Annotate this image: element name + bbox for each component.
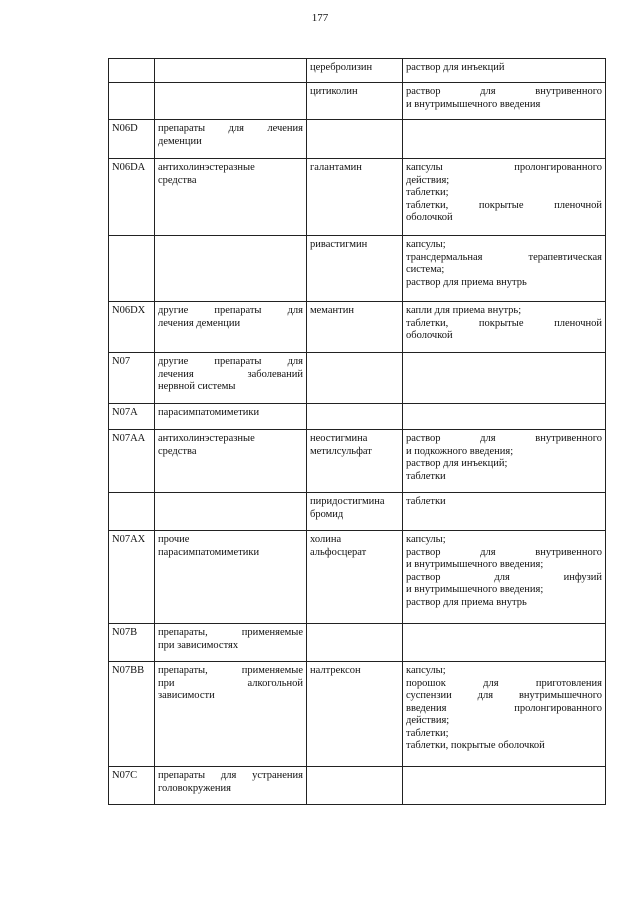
atc-code: N07AX [112,534,146,545]
table-row [109,767,606,805]
atc-drug-table [108,58,606,805]
active-substance-cell [307,531,403,624]
dosage-form-line: капсулы пролонгированного [406,162,602,173]
atc-code: N07BB [112,665,145,676]
dosage-form-line: раствор для инфузий [406,571,602,583]
dosage-form-line: таблетки, покрытые пленочной [406,317,602,329]
active-substance-cell [307,662,403,767]
pharmacological-group-line: при алкогольной [158,677,303,689]
dosage-form-cell [403,531,606,624]
dosage-form-line: таблетки; [406,187,449,198]
active-substance-line: галантамин [310,162,362,173]
pharmacological-group-line: головокружения [158,782,231,794]
atc-code-cell [109,83,155,120]
dosage-form-line: капсулы; [406,665,446,676]
pharmacological-group-line: препараты для лечения [158,123,303,134]
active-substance-line: ривастигмин [310,239,368,250]
dosage-form-line: таблетки [406,496,446,507]
table-row [109,624,606,662]
dosage-form-line: и внутримышечного введения; [406,559,544,570]
pharmacological-group-line: при зависимостях [158,639,239,651]
dosage-form-line: и внутримышечного введения; [406,584,544,595]
dosage-form-cell [403,353,606,404]
active-substance-line: цитиколин [310,86,358,97]
pharmacological-group-cell [155,59,307,83]
active-substance-cell [307,353,403,404]
dosage-form-line: система; [406,264,445,275]
pharmacological-group-cell [155,404,307,430]
dosage-form-line: капсулы; [406,239,446,250]
active-substance-cell [307,404,403,430]
dosage-form-line: суспензии для внутримышечного [406,690,602,701]
active-substance-line: метилсульфат [310,445,372,457]
atc-code: N07 [112,356,131,367]
pharmacological-group-cell [155,531,307,624]
active-substance-line: мемантин [310,305,354,316]
pharmacological-group-cell [155,83,307,120]
dosage-form-line: и подкожного введения; [406,445,514,457]
dosage-form-cell [403,404,606,430]
dosage-form-cell [403,159,606,236]
table-row [109,302,606,353]
dosage-form-line: раствор для инъекций [406,62,505,73]
atc-code: N07A [112,407,138,418]
pharmacological-group-cell [155,767,307,805]
atc-code-cell [109,159,155,236]
atc-code: N06D [112,123,138,134]
dosage-form-line: раствор для внутривенного [406,546,602,558]
pharmacological-group-line: прочие [158,534,190,545]
table-row [109,236,606,302]
active-substance-cell [307,59,403,83]
table-row [109,430,606,493]
dosage-form-line: оболочкой [406,330,453,341]
active-substance-cell [307,83,403,120]
pharmacological-group-cell [155,430,307,493]
active-substance-cell [307,236,403,302]
table-row [109,662,606,767]
atc-code-cell [109,404,155,430]
table-row [109,353,606,404]
pharmacological-group-line: парасимпатомиметики [158,546,260,558]
atc-code-cell [109,531,155,624]
active-substance-line: альфосцерат [310,546,367,558]
dosage-form-cell [403,236,606,302]
table-row [109,120,606,159]
pharmacological-group-cell [155,302,307,353]
pharmacological-group-line: средства [158,174,197,186]
atc-code: N06DA [112,162,146,173]
active-substance-line: церебролизин [310,62,373,73]
dosage-form-line: капли для приема внутрь; [406,305,522,316]
active-substance-line: бромид [310,508,344,520]
dosage-form-line: порошок для приготовления [406,677,602,689]
dosage-form-line: трансдермальная терапевтическая [406,251,602,263]
table-row [109,83,606,120]
pharmacological-group-line: другие препараты для [158,356,303,367]
pharmacological-group-cell [155,353,307,404]
dosage-form-line: действия; [406,174,450,186]
pharmacological-group-line: антихолинэстеразные [158,162,255,173]
pharmacological-group-line: препараты, применяемые [158,627,303,638]
pharmacological-group-line: антихолинэстеразные [158,433,255,444]
pharmacological-group-cell [155,662,307,767]
pharmacological-group-line: лечения деменции [158,317,241,329]
atc-code-cell [109,302,155,353]
active-substance-line: пиридостигмина [310,496,385,507]
pharmacological-group-line: препараты для устранения [158,770,303,781]
dosage-form-line: введения пролонгированного [406,702,602,714]
active-substance-cell [307,493,403,531]
atc-code: N07B [112,627,138,638]
dosage-form-line: капсулы; [406,534,446,545]
atc-code-cell [109,430,155,493]
atc-code-cell [109,120,155,159]
pharmacological-group-cell [155,624,307,662]
dosage-form-cell [403,767,606,805]
dosage-form-line: таблетки, покрытые пленочной [406,199,602,211]
dosage-form-line: и внутримышечного введения [406,98,541,110]
pharmacological-group-line: парасимпатомиметики [158,407,260,418]
pharmacological-group-cell [155,493,307,531]
table-row [109,404,606,430]
table-row [109,59,606,83]
dosage-form-cell [403,83,606,120]
atc-code-cell [109,59,155,83]
active-substance-cell [307,430,403,493]
active-substance-line: холина [310,534,342,545]
table-row [109,493,606,531]
atc-code-cell [109,767,155,805]
atc-code: N07AA [112,433,146,444]
dosage-form-line: оболочкой [406,212,453,223]
pharmacological-group-line: зависимости [158,690,215,701]
dosage-form-line: раствор для инъекций; [406,458,508,469]
atc-code-cell [109,493,155,531]
pharmacological-group-line: лечения заболеваний [158,368,303,380]
atc-code: N06DX [112,305,146,316]
pharmacological-group-cell [155,236,307,302]
atc-code-cell [109,662,155,767]
dosage-form-line: действия; [406,715,450,726]
atc-code-cell [109,624,155,662]
table-row [109,159,606,236]
dosage-form-cell [403,430,606,493]
table-row [109,531,606,624]
dosage-form-cell [403,624,606,662]
active-substance-cell [307,767,403,805]
pharmacological-group-line: средства [158,445,197,457]
pharmacological-group-cell [155,159,307,236]
dosage-form-line: раствор для внутривенного [406,86,602,97]
active-substance-cell [307,302,403,353]
active-substance-cell [307,120,403,159]
dosage-form-cell [403,302,606,353]
dosage-form-cell [403,493,606,531]
active-substance-cell [307,159,403,236]
pharmacological-group-line: деменции [158,135,202,147]
dosage-form-line: таблетки, покрытые оболочкой [406,740,545,751]
pharmacological-group-line: препараты, применяемые [158,665,303,676]
pharmacological-group-line: другие препараты для [158,305,303,316]
active-substance-line: неостигмина [310,433,368,444]
dosage-form-line: раствор для внутривенного [406,433,602,444]
pharmacological-group-cell [155,120,307,159]
dosage-form-line: раствор для приема внутрь [406,596,527,608]
dosage-form-cell [403,662,606,767]
table-body [109,59,606,805]
active-substance-cell [307,624,403,662]
active-substance-line: налтрексон [310,665,361,676]
dosage-form-cell [403,59,606,83]
atc-code-cell [109,353,155,404]
dosage-form-line: таблетки; [406,727,449,739]
dosage-form-line: таблетки [406,470,446,482]
atc-code-cell [109,236,155,302]
pharmacological-group-line: нервной системы [158,381,236,392]
page-number: 177 [311,12,329,24]
atc-code: N07C [112,770,138,781]
dosage-form-cell [403,120,606,159]
dosage-form-line: раствор для приема внутрь [406,276,527,288]
